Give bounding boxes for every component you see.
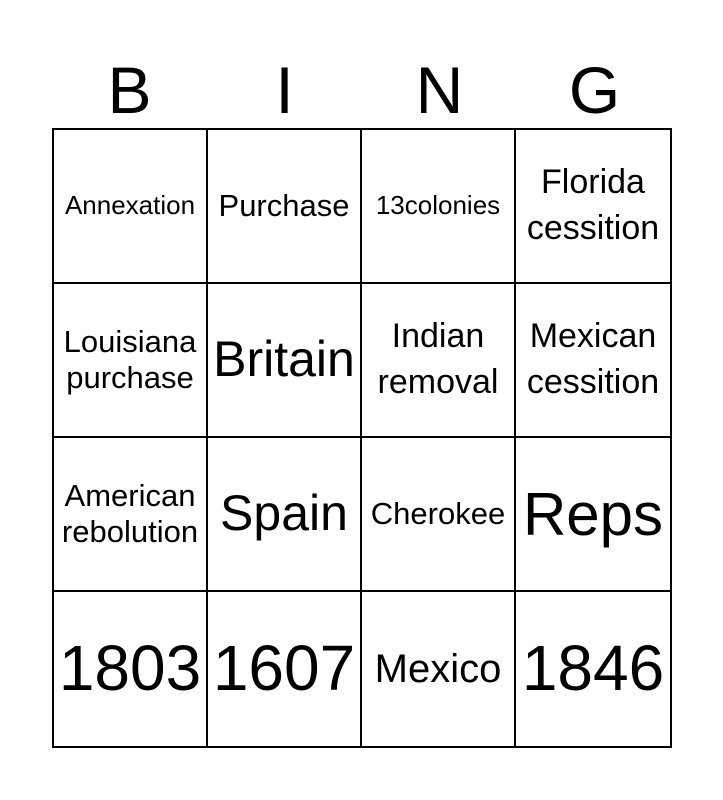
bingo-cell[interactable]: 1803 [54,592,208,746]
bingo-cell[interactable]: Annexation [54,130,208,284]
bingo-cell[interactable]: Louisiana purchase [54,284,208,438]
bingo-cell[interactable]: Spain [208,438,362,592]
bingo-cell[interactable]: Purchase [208,130,362,284]
bingo-cell[interactable]: Mexico [362,592,516,746]
header-letter-n: N [415,53,464,127]
bingo-cell[interactable]: Cherokee [362,438,516,592]
bingo-board [52,128,672,748]
header-letter-b: B [107,53,152,127]
bingo-cell[interactable]: Reps [516,438,670,592]
bingo-cell[interactable]: 1607 [208,592,362,746]
bingo-cell[interactable]: Britain [208,284,362,438]
bingo-cell[interactable]: Florida cessition [516,130,670,284]
bingo-cell[interactable]: 13colonies [362,130,516,284]
header-letter-i: I [275,53,294,127]
bingo-cell[interactable]: 1846 [521,632,665,705]
bingo-cell[interactable]: Indian removal [362,284,516,438]
header-letter-g: G [568,53,621,127]
bingo-cell[interactable]: American rebolution [54,438,208,592]
bingo-header [52,52,672,128]
bingo-cell[interactable]: Mexican cessition [516,284,670,438]
